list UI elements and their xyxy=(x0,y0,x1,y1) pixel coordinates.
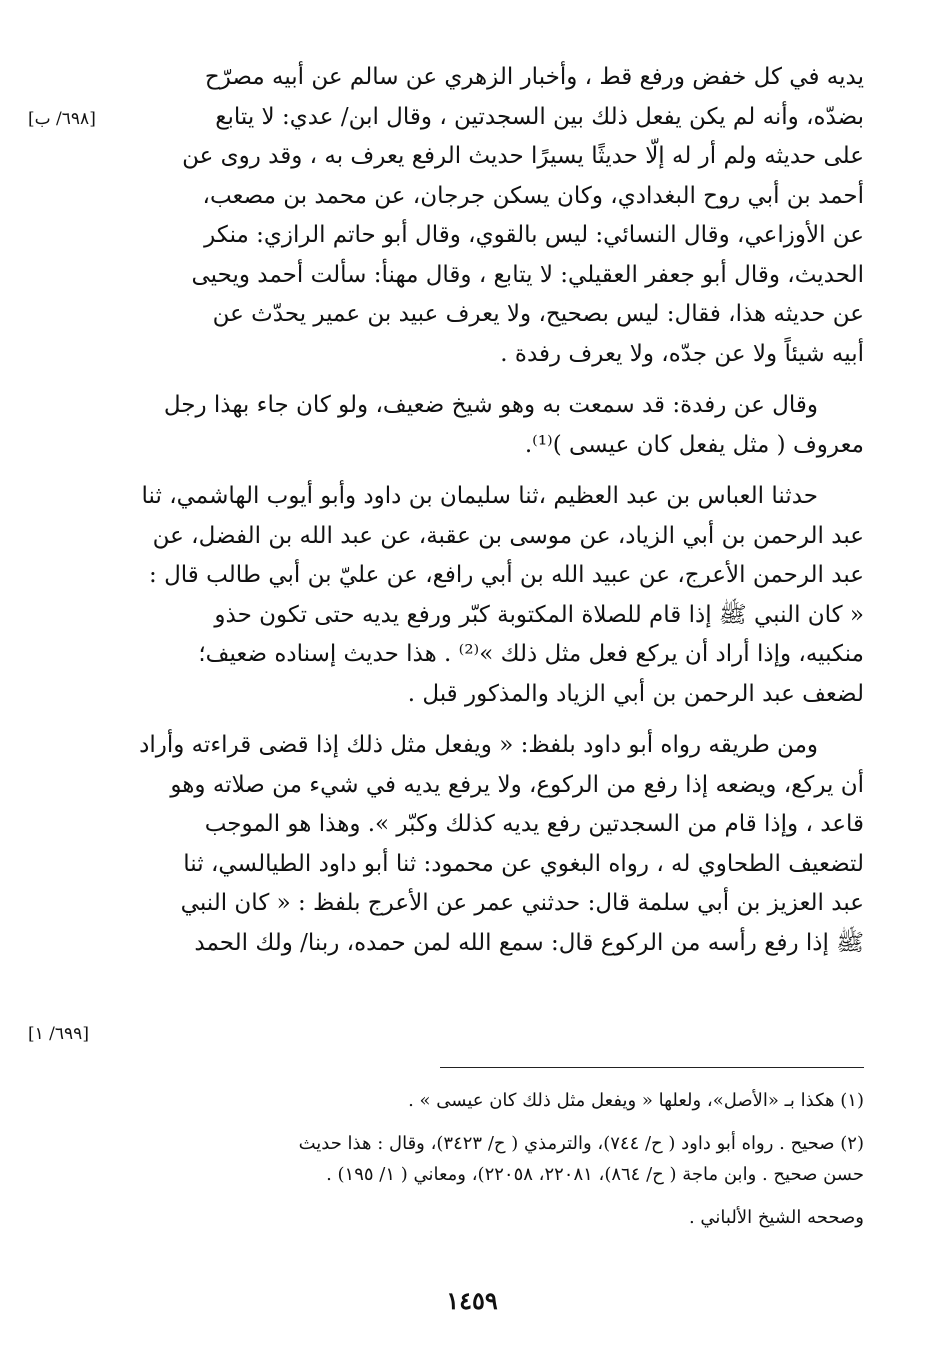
footnotes xyxy=(118,1085,864,1233)
text-line: عبد الرحمن الأعرج، عن عبيد الله بن أبي رافع، عن عليّ بن أبي طالب قال : xyxy=(149,562,864,588)
paragraph-4 xyxy=(118,726,864,963)
text-line: أن يركع، ويضعه إذا رفع من الركوع، ولا يرفع يديه في شيء من صلاته وهو xyxy=(170,771,864,798)
text-line: عن حديثه هذا، فقال: ليس بصحيح، ولا يعرف عبيد بن عمير يحدّث عن xyxy=(212,301,864,327)
text-line: لتضعيف الطحاوي له ، رواه البغوي عن محمود: ثنا أبو داود الطيالسي، ثنا xyxy=(183,850,864,877)
page-number: ١٤٥٩ xyxy=(446,1286,498,1315)
text-line: وقال عن رفدة: قد سمعت به وهو شيخ ضعيف، ولو كان جاء بهذا رجل xyxy=(163,392,818,418)
text-line: عن الأوزاعي، وقال النسائي: ليس بالقوي، وقال أبو حاتم الرازي: منكر xyxy=(204,222,864,248)
text-line: منكبيه، وإذا أراد أن يركع فعل مثل ذلك »⁽²⁾ . هذا حديث إسناده ضعيف؛ xyxy=(198,641,864,667)
text-line: لضعف عبد الرحمن بن أبي الزياد والمذكور قبل . xyxy=(407,680,864,707)
footnote-line: حسن صحيح . وابن ماجة ( ح/ ٨٦٤)، ٢٢٠٨١، ٢٢٠٥٨)، ومعاني ( ١/ ١٩٥) . xyxy=(326,1164,864,1185)
text-line: على حديثه ولم أر له إلّا حديثًا يسيرًا حديث الرفع يعرف به ، وقد روى عن xyxy=(182,143,864,169)
text-line: أحمد بن أبي روح البغدادي، وكان يسكن جرجان، عن محمد بن مصعب، xyxy=(202,182,864,209)
text-line: بضدّه، وأنه لم يكن يفعل ذلك بين السجدتين ، وقال ابن/ عدي: لا يتابع xyxy=(215,103,864,130)
text-line: « كان النبي ﷺ إذا قام للصلاة المكتوبة كبّر ورفع يديه حتى تكون حذو xyxy=(214,601,864,628)
text-line: حدثنا العباس بن عبد العظيم ،ثنا سليمان بن داود وأبو أيوب الهاشمي، ثنا xyxy=(141,483,818,509)
text-line: يديه في كل خفض ورفع قط ، وأخبار الزهري عن سالم عن أبيه مصرّح xyxy=(204,64,864,90)
main-text xyxy=(118,58,864,963)
text-line: معروف ( مثل يفعل كان عيسى )⁽¹⁾. xyxy=(524,431,864,458)
text-line: الحديث، وقال أبو جعفر العقيلي: لا يتابع ، وقال مهنأ: سألت أحمد ويحيى xyxy=(191,261,864,288)
footnote-2 xyxy=(118,1128,864,1190)
footnote-line: (٢) صحيح . رواه أبو داود ( ح/ ٧٤٤)، والترمذي ( ح/ ٣٤٢٣)، وقال : هذا حديث xyxy=(298,1133,864,1154)
text-line: عبد العزيز بن أبي سلمة قال: حدثني عمر عن الأعرج بلفظ : « كان النبي xyxy=(180,890,864,916)
text-line: ﷺ إذا رفع رأسه من الركوع قال: سمع الله لمن حمده، ربنا/ ولك الحمد xyxy=(194,929,864,956)
text-line: عبد الرحمن بن أبي الزياد، عن موسى بن عقبة، عن عبد الله بن الفضل، عن xyxy=(152,522,864,549)
paragraph-2 xyxy=(118,386,864,465)
text-line: أبيه شيئاً ولا عن جدّه، ولا يعرف رفدة . xyxy=(500,340,864,367)
manuscript-folio-ref: [٦٩٨/ ب] xyxy=(28,109,96,129)
paragraph-1 xyxy=(118,58,864,374)
footnote-line: وصححه الشيخ الألباني . xyxy=(688,1207,864,1228)
paragraph-3 xyxy=(118,477,864,714)
footnote-1: (١) هكذا بـ «الأصل»، ولعلها « ويفعل مثل ذلك كان عيسى » . xyxy=(408,1090,864,1111)
manuscript-folio-ref: [٦٩٩/ ١] xyxy=(28,1024,89,1044)
text-line: قاعد ، وإذا قام من السجدتين رفع يديه كذلك وكبّر ». وهذا هو الموجب xyxy=(204,811,864,837)
footnote-divider xyxy=(440,1067,864,1068)
text-line: ومن طريقه رواه أبو داود بلفظ: « ويفعل مثل ذلك إذا قضى قراءته وأراد xyxy=(139,732,818,758)
